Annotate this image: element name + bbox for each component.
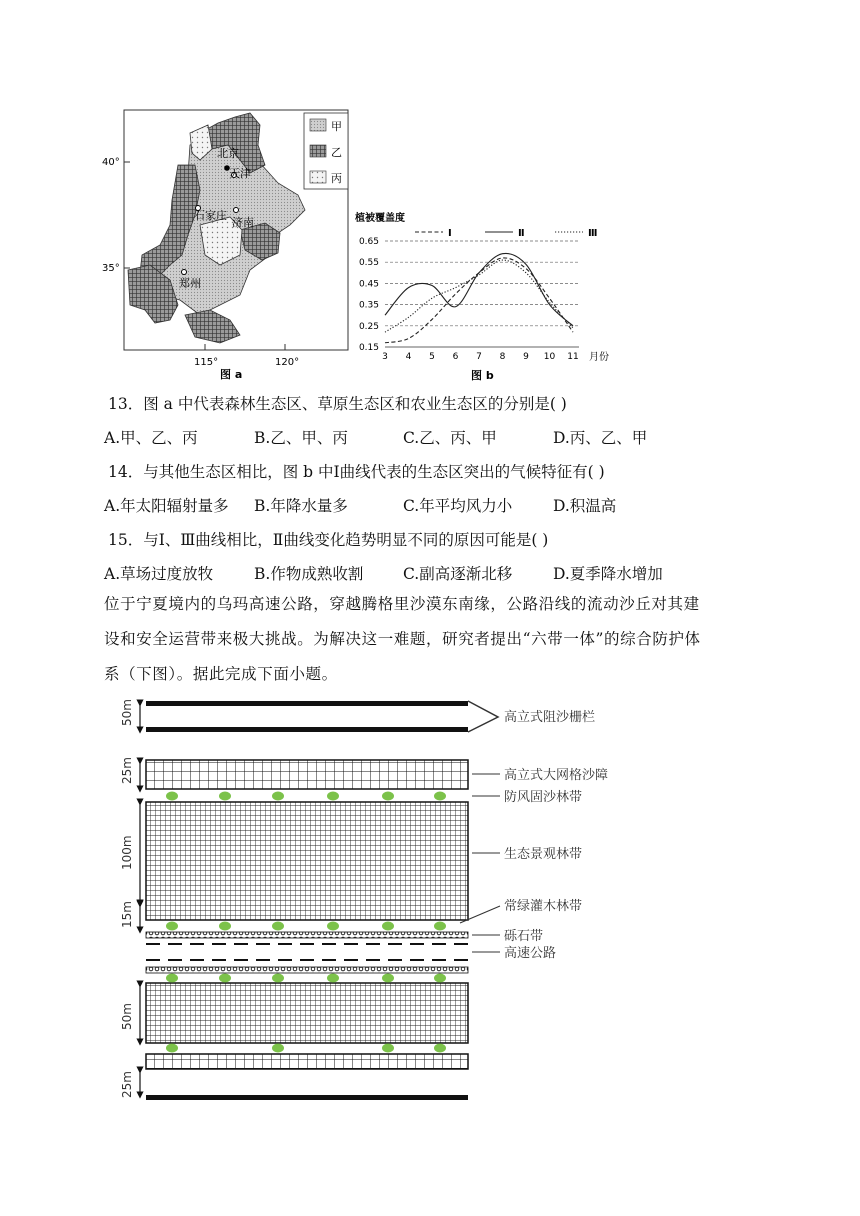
dimension-label: 25m — [120, 1071, 134, 1098]
legend-label: Ⅲ — [588, 228, 598, 239]
series-line — [385, 260, 573, 332]
x-tick-label: 6 — [452, 352, 459, 362]
question-15-stem: 15．与Ⅰ、Ⅲ曲线相比，Ⅱ曲线变化趋势明显不同的原因可能是( ) — [108, 531, 549, 549]
diagram-label: 高立式阻沙栅栏 — [504, 710, 596, 725]
legend-label: 乙 — [331, 146, 342, 159]
legend-label: Ⅰ — [448, 228, 452, 239]
protection-system-diagram — [100, 690, 660, 1110]
diagram-label: 砾石带 — [504, 929, 544, 944]
lat-label: 40° — [102, 157, 120, 168]
figure-b-chart — [345, 205, 620, 385]
y-tick-label: 0.35 — [358, 300, 379, 311]
city-label: 北京 — [217, 147, 239, 160]
x-tick-label: 4 — [405, 352, 412, 362]
diagram-label: 高速公路 — [504, 946, 557, 961]
option: C.副高逐渐北移 — [403, 565, 513, 583]
chart-ylabel: 植被覆盖度 — [355, 213, 405, 224]
x-tick-label: 11 — [567, 352, 579, 362]
y-tick-label: 0.25 — [358, 321, 379, 332]
city-label: 天津 — [229, 167, 251, 180]
dimension-label: 100m — [120, 835, 134, 870]
diagram-label: 防风固沙林带 — [504, 790, 583, 805]
diagram-label: 高立式大网格沙障 — [504, 768, 609, 783]
city-label: 济南 — [232, 216, 254, 229]
dimension-label: 50m — [120, 699, 134, 726]
option: A.草场过度放牧 — [104, 565, 214, 583]
x-tick-label: 7 — [476, 352, 482, 362]
y-tick-label: 0.55 — [358, 258, 379, 269]
passage — [104, 587, 784, 692]
question-13-stem: 13．图 a 中代表森林生态区、草原生态区和农业生态区的分别是( ) — [108, 395, 567, 413]
dimension-label: 50m — [120, 1003, 134, 1030]
figure-a-caption: 图 a — [220, 368, 243, 381]
option: D.夏季降水增加 — [553, 565, 663, 583]
dimension-label: 15m — [120, 901, 134, 928]
option: B.年降水量多 — [254, 497, 348, 515]
city-label: 郑州 — [179, 277, 201, 290]
city-label: 石家庄 — [194, 209, 227, 222]
question-14-stem: 14．与其他生态区相比，图 b 中Ⅰ曲线代表的生态区突出的气候特征有( ) — [108, 463, 605, 481]
x-tick-label: 8 — [499, 352, 506, 362]
lon-label: 115° — [194, 357, 219, 368]
series-line — [385, 253, 573, 325]
series-line — [385, 258, 573, 343]
legend-label: 甲 — [331, 120, 342, 133]
option: B.乙、甲、丙 — [254, 429, 348, 447]
chart-caption: 图 b — [471, 369, 494, 382]
y-tick-label: 0.65 — [358, 237, 379, 247]
option: D.丙、乙、甲 — [553, 429, 648, 447]
legend-label: Ⅱ — [518, 228, 525, 239]
x-tick-label: 3 — [382, 352, 388, 362]
y-tick-label: 0.15 — [358, 343, 379, 353]
lon-label: 120° — [275, 357, 300, 368]
passage-line: 系（下图）。据此完成下面小题。 — [104, 665, 338, 683]
option: C.年平均风力小 — [403, 497, 513, 515]
chart-xlabel: 月份 — [589, 352, 609, 363]
diagram-label: 生态景观林带 — [504, 847, 583, 862]
passage-line: 设和安全运营带来极大挑战。为解决这一难题，研究者提出“六带一体”的综合防护体 — [104, 630, 701, 648]
x-tick-label: 9 — [523, 352, 529, 362]
x-tick-label: 5 — [429, 352, 435, 362]
passage-line: 位于宁夏境内的乌玛高速公路，穿越腾格里沙漠东南缘，公路沿线的流动沙丘对其建 — [104, 595, 700, 613]
x-tick-label: 10 — [543, 352, 556, 362]
option: D.积温高 — [553, 497, 617, 515]
option: A.年太阳辐射量多 — [104, 497, 229, 515]
lat-label: 35° — [102, 263, 120, 274]
y-tick-label: 0.45 — [358, 279, 379, 290]
option: B.作物成熟收割 — [254, 565, 364, 583]
diagram-label: 常绿灌木林带 — [504, 899, 583, 914]
legend-label: 丙 — [331, 172, 342, 185]
option: A.甲、乙、丙 — [104, 429, 198, 447]
figure-a-map — [100, 105, 355, 385]
dimension-label: 25m — [120, 757, 134, 784]
option: C.乙、丙、甲 — [403, 429, 497, 447]
